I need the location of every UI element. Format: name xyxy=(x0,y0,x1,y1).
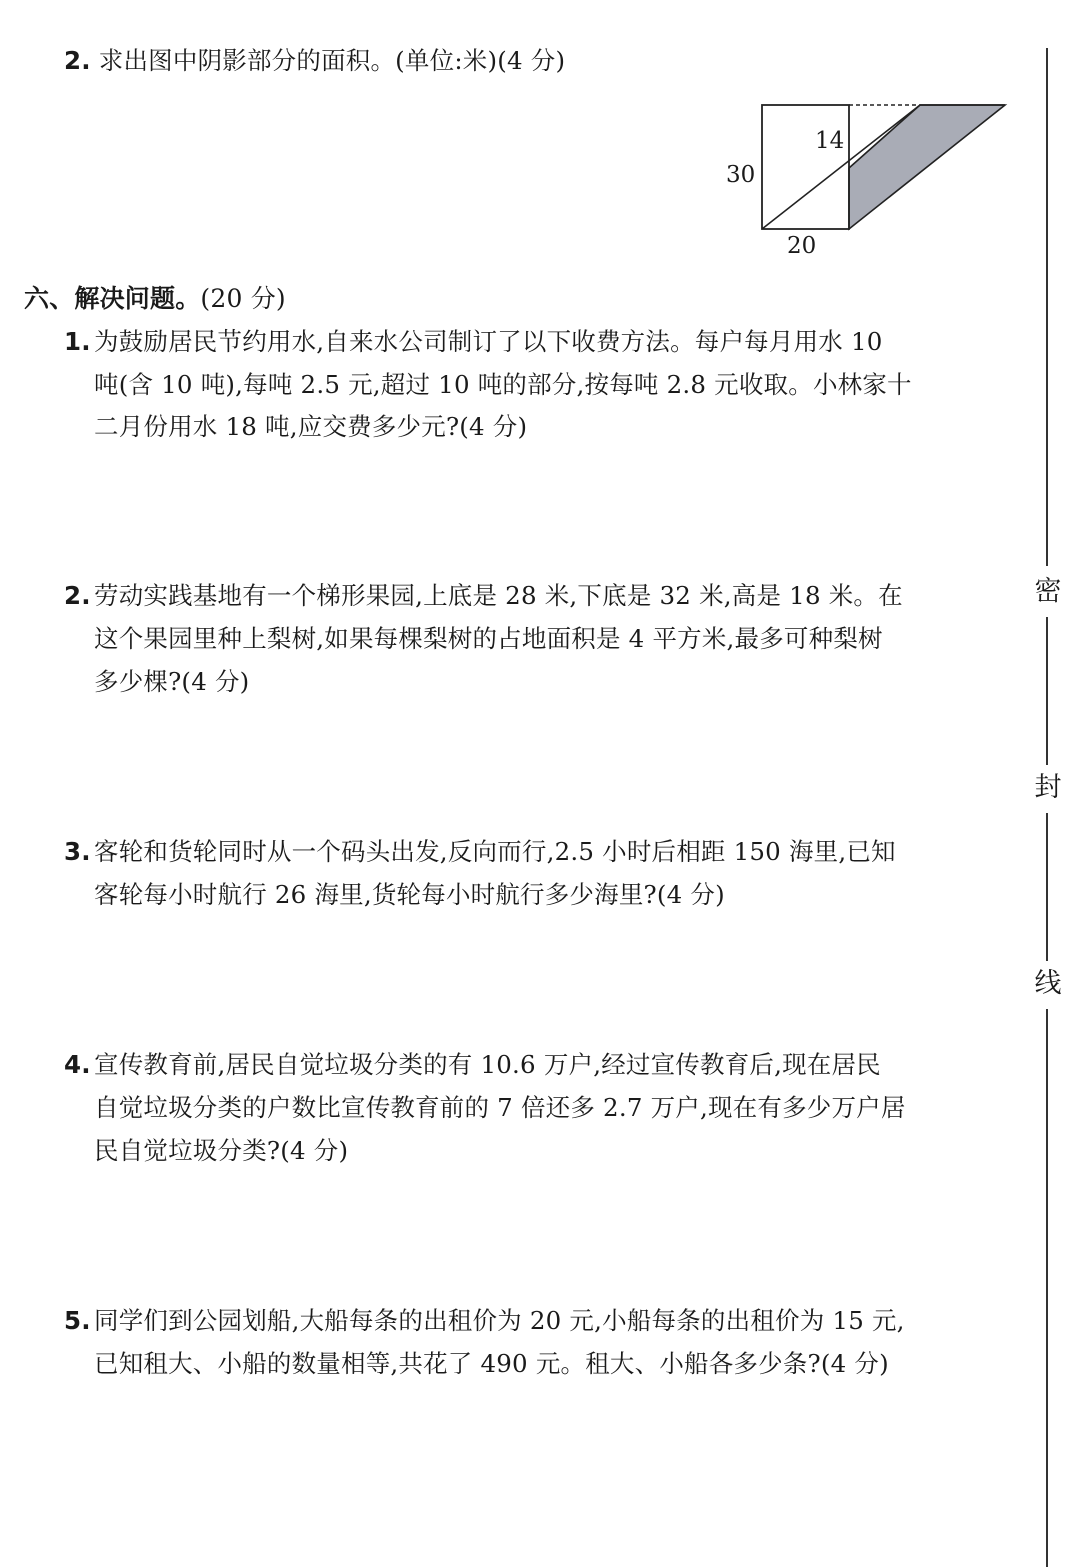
binding-char-mi: 密 xyxy=(1034,576,1062,607)
problem-text-line: 客轮每小时航行 26 海里,货轮每小时航行多少海里?(4 分) xyxy=(94,880,725,909)
problem-text-line: 这个果园里种上梨树,如果每棵梨树的占地面积是 4 平方米,最多可种梨树 xyxy=(94,624,883,653)
binding-line-segment xyxy=(1046,617,1048,765)
problem-text-line: 二月份用水 18 吨,应交费多少元?(4 分) xyxy=(94,412,528,441)
problem-text-line: 民自觉垃圾分类?(4 分) xyxy=(94,1136,349,1165)
label-30: 30 xyxy=(726,162,756,188)
problem-number: 2. xyxy=(64,581,91,610)
problem-text-line: 自觉垃圾分类的户数比宣传教育前的 7 倍还多 2.7 万户,现在有多少万户居 xyxy=(94,1093,906,1122)
square xyxy=(762,105,849,229)
question-text: 求出图中阴影部分的面积。(单位:米)(4 分) xyxy=(98,46,566,75)
section-title: 六、解决问题。 xyxy=(24,284,201,313)
problem-text-line: 吨(含 10 吨),每吨 2.5 元,超过 10 吨的部分,按每吨 2.8 元收取。小林家十 xyxy=(94,370,912,399)
problem-text-line: 客轮和货轮同时从一个码头出发,反向而行,2.5 小时后相距 150 海里,已知 xyxy=(94,837,896,866)
binding-line-segment xyxy=(1046,1009,1048,1567)
problem-number: 4. xyxy=(64,1050,91,1079)
problem-number: 3. xyxy=(64,837,91,866)
problem-text-line: 多少棵?(4 分) xyxy=(94,667,250,696)
binding-char-xian: 线 xyxy=(1034,968,1062,999)
section-score: (20 分) xyxy=(200,284,286,313)
question-number: 2. xyxy=(64,46,91,75)
label-20: 20 xyxy=(787,233,817,259)
problem-text-line: 同学们到公园划船,大船每条的出租价为 20 元,小船每条的出租价为 15 元, xyxy=(94,1306,905,1335)
label-14: 14 xyxy=(815,128,845,154)
problem-text-line: 宣传教育前,居民自觉垃圾分类的有 10.6 万户,经过宣传教育后,现在居民 xyxy=(94,1050,881,1079)
problem-text-line: 已知租大、小船的数量相等,共花了 490 元。租大、小船各多少条?(4 分) xyxy=(94,1349,889,1378)
section-heading xyxy=(24,286,286,311)
shaded-area-figure xyxy=(0,0,1080,280)
binding-char-feng: 封 xyxy=(1034,772,1062,803)
problem-number: 1. xyxy=(64,327,91,356)
binding-line-segment xyxy=(1046,48,1048,566)
binding-line-segment xyxy=(1046,813,1048,961)
problem-number: 5. xyxy=(64,1306,91,1335)
problem-text-line: 劳动实践基地有一个梯形果园,上底是 28 米,下底是 32 米,高是 18 米。在 xyxy=(94,581,903,610)
problem-text-line: 为鼓励居民节约用水,自来水公司制订了以下收费方法。每户每月用水 10 xyxy=(94,327,883,356)
shaded-region xyxy=(849,105,1005,229)
